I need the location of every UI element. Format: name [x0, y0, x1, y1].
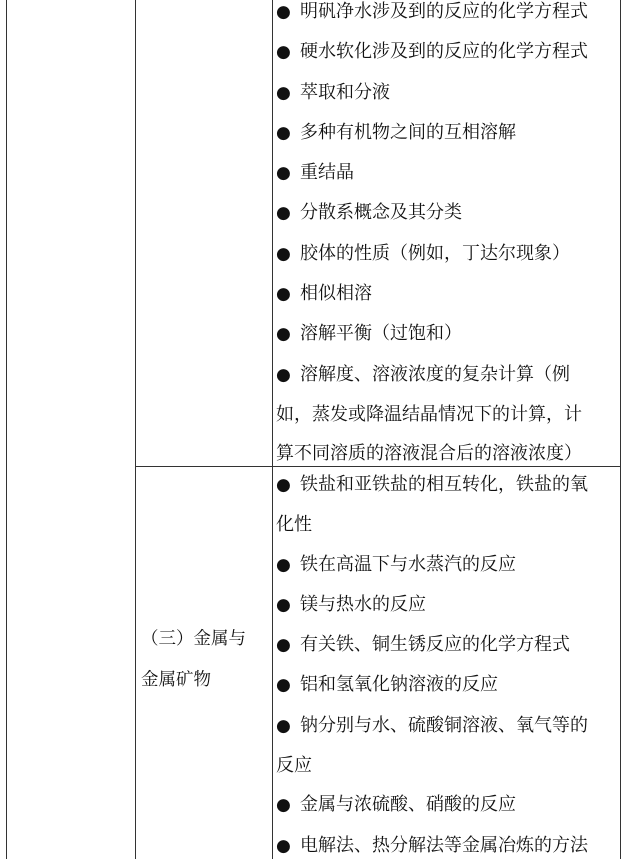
- list-item-text: 反应: [276, 755, 312, 777]
- list-item: [276, 32, 618, 72]
- category-line-1: （三）金属与: [141, 629, 246, 649]
- list-item-continuation: [276, 395, 618, 434]
- list-item: [276, 826, 618, 866]
- bullet-icon: ●: [276, 203, 291, 224]
- list-item-text: 如，蒸发或降温结晶情况下的计算，计: [276, 403, 582, 425]
- list-item-continuation: [276, 746, 618, 785]
- bullet-icon: ●: [276, 2, 291, 22]
- list-item: [276, 625, 618, 665]
- list-item-text: 电解法、热分解法等金属冶炼的方法: [300, 834, 588, 856]
- bullet-icon: ●: [276, 594, 291, 615]
- list-item-text: 硬水软化涉及到的反应的化学方程式: [300, 41, 588, 63]
- list-item-text: 镁与热水的反应: [300, 593, 426, 615]
- bullet-icon: ●: [276, 635, 291, 656]
- list-item-text: 算不同溶质的溶液混合后的溶液浓度）: [276, 443, 582, 465]
- bullet-icon: ●: [276, 243, 291, 264]
- list-item-text: 分散系概念及其分类: [300, 202, 462, 224]
- list-item: [276, 113, 618, 153]
- list-item-text: 相似相溶: [300, 283, 372, 305]
- list-item: [276, 665, 618, 705]
- category-line-2: 金属矿物: [141, 670, 211, 690]
- list-item: [276, 274, 618, 314]
- list-item-text: 胶体的性质（例如，丁达尔现象）: [300, 242, 570, 264]
- table-border-left: [6, 0, 7, 859]
- bullet-icon: ●: [276, 284, 291, 305]
- bullet-icon: ●: [276, 42, 291, 63]
- list-item: [276, 355, 618, 395]
- list-item: [276, 545, 618, 585]
- list-item-text: 有关铁、铜生锈反应的化学方程式: [300, 634, 570, 656]
- bullet-icon: ●: [276, 715, 291, 736]
- list-item-text: 萃取和分液: [300, 81, 390, 103]
- list-item: [276, 706, 618, 746]
- list-item: [276, 153, 618, 193]
- section1-list: [276, 0, 618, 474]
- bullet-icon: ●: [276, 163, 291, 184]
- table-divider-col1: [135, 0, 136, 859]
- table-border-right: [620, 0, 621, 859]
- bullet-icon: ●: [276, 82, 291, 103]
- list-item-text: 溶解度、溶液浓度的复杂计算（例: [300, 363, 570, 385]
- list-item: [276, 314, 618, 354]
- list-item-text: 化性: [276, 514, 312, 536]
- list-item: [276, 193, 618, 233]
- list-item-text: 铁盐和亚铁盐的相互转化，铁盐的氧: [300, 474, 588, 495]
- list-item-text: 重结晶: [300, 162, 354, 184]
- bullet-icon: ●: [276, 364, 291, 385]
- list-item-text: 铁在高温下与水蒸汽的反应: [300, 553, 516, 575]
- list-item-text: 明矾净水涉及到的反应的化学方程式: [300, 1, 588, 22]
- list-item-text: 金属与浓硫酸、硝酸的反应: [300, 794, 516, 816]
- list-item-text: 溶解平衡（过饱和）: [300, 323, 462, 345]
- bullet-icon: ●: [276, 554, 291, 575]
- bullet-icon: ●: [276, 795, 291, 816]
- list-item: [276, 465, 618, 505]
- bullet-icon: ●: [276, 675, 291, 696]
- bullet-icon: ●: [276, 835, 291, 856]
- list-item-text: 多种有机物之间的互相溶解: [300, 121, 516, 143]
- list-item: [276, 0, 618, 32]
- list-item: [276, 73, 618, 113]
- list-item-continuation: [276, 505, 618, 544]
- table-divider-col2: [272, 0, 273, 859]
- list-item: [276, 234, 618, 274]
- bullet-icon: ●: [276, 475, 291, 495]
- section2-list: [276, 465, 618, 866]
- list-item: [276, 585, 618, 625]
- list-item-text: 钠分别与水、硫酸铜溶液、氧气等的: [300, 714, 588, 736]
- category-metals: [141, 619, 269, 701]
- bullet-icon: ●: [276, 122, 291, 143]
- list-item: [276, 785, 618, 825]
- list-item-text: 铝和氢氧化钠溶液的反应: [300, 674, 498, 696]
- bullet-icon: ●: [276, 324, 291, 345]
